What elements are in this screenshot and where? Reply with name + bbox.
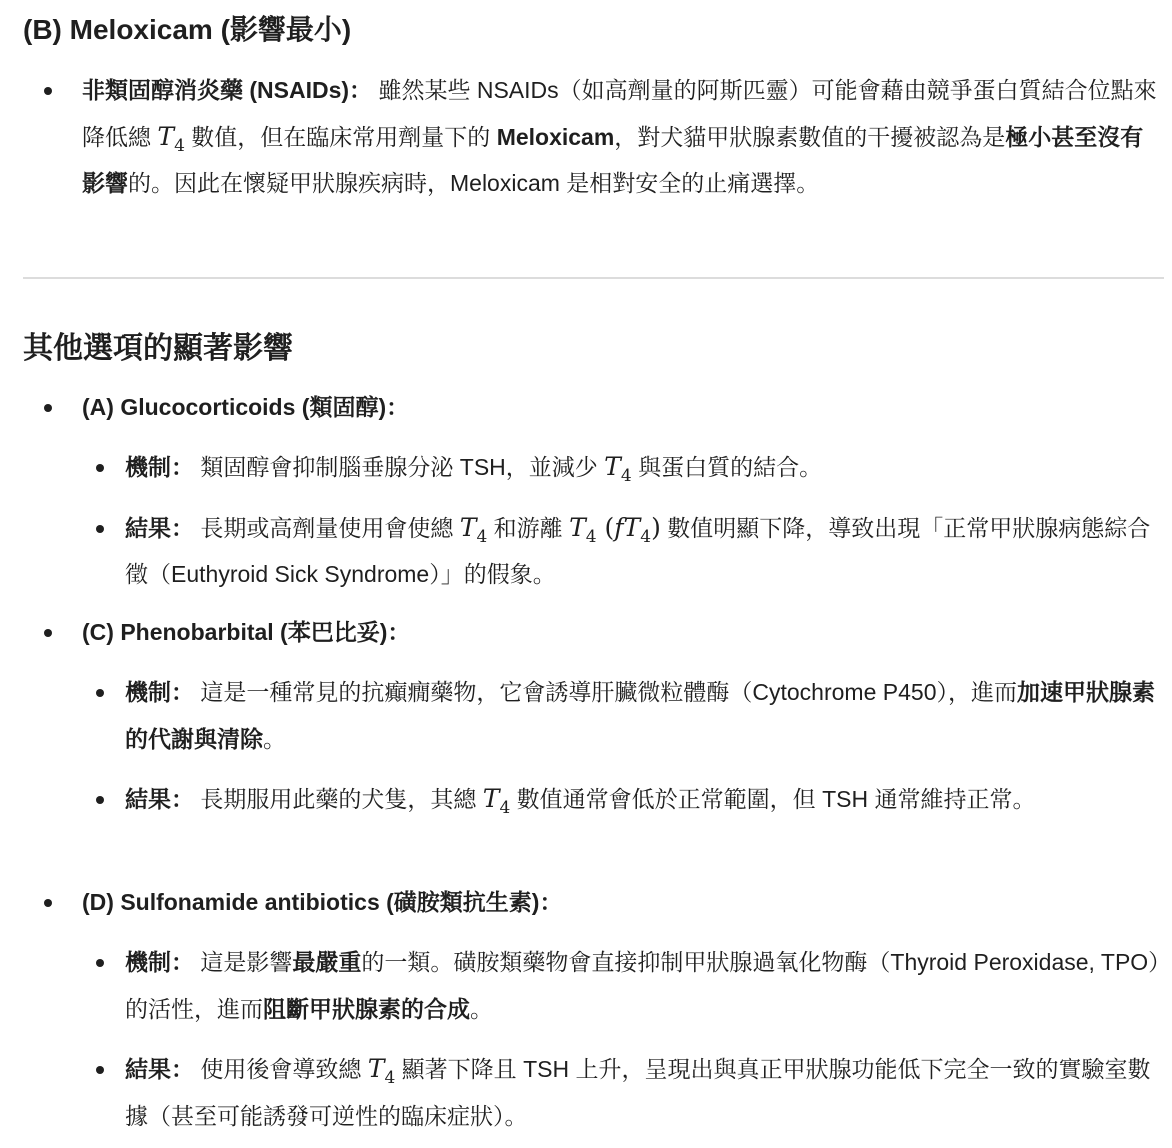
option-a-heading: (A) Glucocorticoids (類固醇)： bbox=[82, 394, 410, 420]
option-c-mechanism bbox=[74, 669, 1165, 762]
nsaids-label: 非類固醇消炎藥 (NSAIDs)： bbox=[82, 77, 373, 103]
option-d-heading: (D) Sulfonamide antibiotics (磺胺類抗生素)： bbox=[82, 889, 563, 915]
nsaids-text-2: 數值，但在臨床常用劑量下的 bbox=[184, 123, 497, 150]
result-label: 結果： bbox=[125, 786, 194, 812]
result-label: 結果： bbox=[125, 514, 194, 541]
nsaids-text-1: 雖然某些 NSAIDs（如高劑量的阿斯匹靈）可能會藉由競爭蛋白質結合位點來降低總 bbox=[82, 77, 1157, 150]
math-t: T bbox=[604, 452, 621, 481]
math-t4 bbox=[459, 512, 488, 547]
option-d-sublist bbox=[74, 939, 1165, 1139]
bold-accelerate-metabolism: 加速甲狀腺素的代謝與清除 bbox=[125, 679, 1155, 752]
math-subscript: 4 bbox=[640, 526, 652, 547]
result-text-1: 長期服用此藥的犬隻，其總 bbox=[194, 786, 483, 812]
math-free-t4 bbox=[569, 512, 661, 547]
mechanism-text-2: 。 bbox=[263, 725, 286, 752]
bold-minimal-effect: 極小甚至沒有影響 bbox=[82, 123, 1144, 196]
option-d-list bbox=[23, 879, 1165, 1139]
option-d-result bbox=[74, 1046, 1165, 1139]
list-item-nsaids bbox=[23, 67, 1165, 207]
nsaids-text-4: 的。因此在懷疑甲狀腺疾病時，Meloxicam 是相對安全的止痛選擇。 bbox=[128, 170, 820, 196]
option-d-item bbox=[23, 879, 1165, 1139]
math-t4 bbox=[482, 784, 511, 818]
option-a-mechanism bbox=[74, 444, 1165, 491]
math-ft: fT bbox=[614, 512, 641, 542]
option-a-list bbox=[23, 384, 1165, 598]
math-t: T bbox=[569, 512, 586, 542]
section-divider bbox=[23, 277, 1164, 279]
math-subscript: 4 bbox=[620, 466, 632, 486]
math-paren-open: ( bbox=[596, 512, 615, 542]
other-options-heading: 其他選項的顯著影響 bbox=[23, 332, 293, 365]
math-paren-close: ) bbox=[651, 512, 661, 542]
result-text-2: 顯著下降且 TSH 上升，呈現出與真正甲狀腺功能低下完全一致的實驗室數據（甚至可能誘發可逆性的臨床症狀）。 bbox=[125, 1056, 1151, 1129]
option-a-sublist bbox=[74, 444, 1165, 598]
option-c-heading: (C) Phenobarbital (苯巴比妥)： bbox=[82, 619, 411, 645]
bold-block-synthesis: 阻斷甲狀腺素的合成 bbox=[263, 995, 470, 1022]
mechanism-text-1: 這是影響 bbox=[194, 949, 293, 975]
result-text-3: 數值明顯下降，導致出現「正常甲狀腺病態綜合徵（Euthyroid Sick Syndrome）」的假象。 bbox=[125, 514, 1151, 587]
section-b-heading: (B) Meloxicam (影響最小) bbox=[23, 14, 352, 45]
math-subscript: 4 bbox=[499, 798, 511, 818]
math-t4 bbox=[367, 1054, 396, 1088]
math-t: T bbox=[157, 121, 175, 151]
math-t: T bbox=[482, 784, 500, 813]
mechanism-text-2: 的一類。磺胺類藥物會直接抑制甲狀腺過氧化物酶（Thyroid Peroxidase, TPO）的活性，進而 bbox=[125, 949, 1160, 1022]
mechanism-label: 機制： bbox=[125, 454, 194, 480]
result-text-2: 和游離 bbox=[487, 514, 570, 541]
mechanism-text-1: 類固醇會抑制腦垂腺分泌 TSH，並減少 bbox=[194, 454, 605, 480]
math-subscript: 4 bbox=[476, 526, 488, 547]
bold-meloxicam: Meloxicam bbox=[496, 123, 615, 150]
result-label: 結果： bbox=[125, 1056, 194, 1082]
math-t4 bbox=[157, 121, 185, 156]
nsaids-text-3: ，對犬貓甲狀腺素數值的干擾被認為是 bbox=[614, 123, 1006, 150]
result-text-2: 數值通常會低於正常範圍，但 TSH 通常維持正常。 bbox=[510, 786, 1036, 812]
option-c-item bbox=[23, 609, 1165, 823]
result-text-1: 使用後會導致總 bbox=[194, 1056, 368, 1082]
math-t: T bbox=[367, 1054, 385, 1083]
math-subscript: 4 bbox=[384, 1068, 396, 1088]
option-a-result bbox=[74, 505, 1165, 598]
option-a-item bbox=[23, 384, 1165, 598]
math-subscript: 4 bbox=[585, 526, 597, 547]
option-d-mechanism bbox=[74, 939, 1165, 1032]
mechanism-label: 機制： bbox=[125, 949, 194, 975]
section-b-list bbox=[23, 67, 1165, 207]
mechanism-text-3: 。 bbox=[470, 995, 493, 1022]
option-c-result bbox=[74, 776, 1165, 823]
mechanism-label: 機制： bbox=[125, 679, 194, 705]
option-c-sublist bbox=[74, 669, 1165, 823]
option-c-list bbox=[23, 609, 1165, 823]
math-subscript: 4 bbox=[174, 135, 185, 156]
math-t4 bbox=[604, 452, 632, 486]
math-t: T bbox=[459, 512, 477, 542]
bold-most-severe: 最嚴重 bbox=[292, 949, 362, 975]
result-text-1: 長期或高劑量使用會使總 bbox=[194, 514, 460, 541]
mechanism-text-2: 與蛋白質的結合。 bbox=[631, 454, 823, 480]
mechanism-text-1: 這是一種常見的抗癲癇藥物，它會誘導肝臟微粒體酶（Cytochrome P450），進而 bbox=[194, 679, 1017, 705]
